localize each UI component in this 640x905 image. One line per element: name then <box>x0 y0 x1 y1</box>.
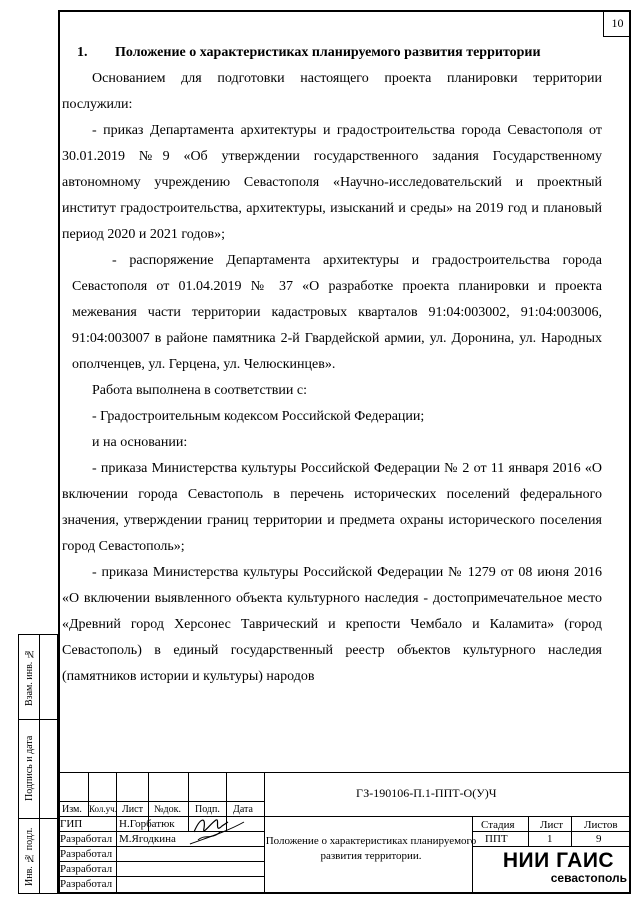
header-list: Лист <box>122 804 143 815</box>
sheets-label: Листов <box>584 819 618 831</box>
role-developer: Разработал <box>60 848 113 860</box>
header-kol: Кол.уч. <box>89 804 117 814</box>
paragraph: - Градостроительным кодексом Российской Федерации; <box>92 409 425 424</box>
organization-city: севастополь <box>550 871 627 885</box>
paragraph: - распоряжение Департамента архитектуры и градостроительства города Севастополя от 01.04.2019 № 37 «О разработке проекта планировки и проекта межевания части территории кадастровых кварталов 91:04:003002, 91:04:003006, 91:04:003007 в районе памятника 2-й Гвардейской армии, ул. Доронина, ул. Народных ополченцев, ул. Герцена, ул. Челюскинцев». <box>72 253 602 372</box>
heading-number: 1. <box>77 45 88 60</box>
header-izm: Изм. <box>62 804 82 815</box>
role-developer: Разработал <box>60 878 113 890</box>
signature-date-label: Подпись и дата <box>24 735 35 802</box>
name-gip: Н.Горбатюк <box>119 818 175 830</box>
sheet-label: Лист <box>540 819 564 831</box>
role-developer: Разработал <box>60 863 113 875</box>
role-developer: Разработал <box>60 833 113 845</box>
signature-image <box>186 810 246 850</box>
paragraph: Работа выполнена в соответствии с: <box>92 383 307 398</box>
role-gip: ГИП <box>60 818 83 830</box>
vzam-inv-label: Взам. инв. № <box>24 648 35 706</box>
page-number: 10 <box>603 10 631 37</box>
stage-value: ППТ <box>485 833 508 845</box>
document-title: Положение о характеристиках планируемого развития территории. <box>265 835 477 862</box>
sheets-value: 9 <box>596 833 602 845</box>
name-developer: М.Ягодкина <box>119 833 176 845</box>
organization-name: НИИ ГАИС <box>502 849 615 872</box>
paragraph: - приказа Министерства культуры Российской Федерации № 1279 от 08 июня 2016 «О включении выявленного объекта культурного наследия - достопримечательное место «Древний город Херсонес Таврический и крепости Чембало и Каламита» (город Севастополь) в единый государственный реестр объектов культурного наследия (памятников истории и культуры) народов <box>62 565 602 684</box>
inv-podl-label: Инв. № подл. <box>24 827 35 886</box>
header-data: Дата <box>233 804 253 815</box>
document-body <box>62 40 602 690</box>
document-code: ГЗ-190106-П.1-ППТ-О(У)Ч <box>356 786 497 800</box>
paragraph: и на основании: <box>92 435 188 450</box>
header-ndok: №док. <box>154 804 181 815</box>
paragraph: - приказ Департамента архитектуры и градостроительства города Севастополя от 30.01.2019 №9 «Об утверждении государственного задания Государственному автономному учреждению Севастополя «Научно-исследовательский и проектный институт градостроительства, архитектуры, изысканий и среды» на 2019 год и плановый период 2020 и 2021 годов»; <box>62 123 602 242</box>
paragraph: Основанием для подготовки настоящего проекта планировки территории послужили: <box>62 71 602 112</box>
heading-text: Положение о характеристиках планируемого развития территории <box>115 45 541 60</box>
organization-logo <box>486 850 631 884</box>
header-podp: Подп. <box>195 804 220 815</box>
title-block <box>58 772 631 894</box>
sheet-value: 1 <box>547 833 553 845</box>
stage-label: Стадия <box>481 819 515 831</box>
margin-stamp <box>18 634 58 894</box>
paragraph: - приказа Министерства культуры Российской Федерации № 2 от 11 января 2016 «О включении города Севастополь в перечень исторических поселений федерального значения, утверждении границ территории и предмета охраны исторического поселения город Севастополь»; <box>62 461 602 554</box>
section-heading <box>62 40 602 66</box>
